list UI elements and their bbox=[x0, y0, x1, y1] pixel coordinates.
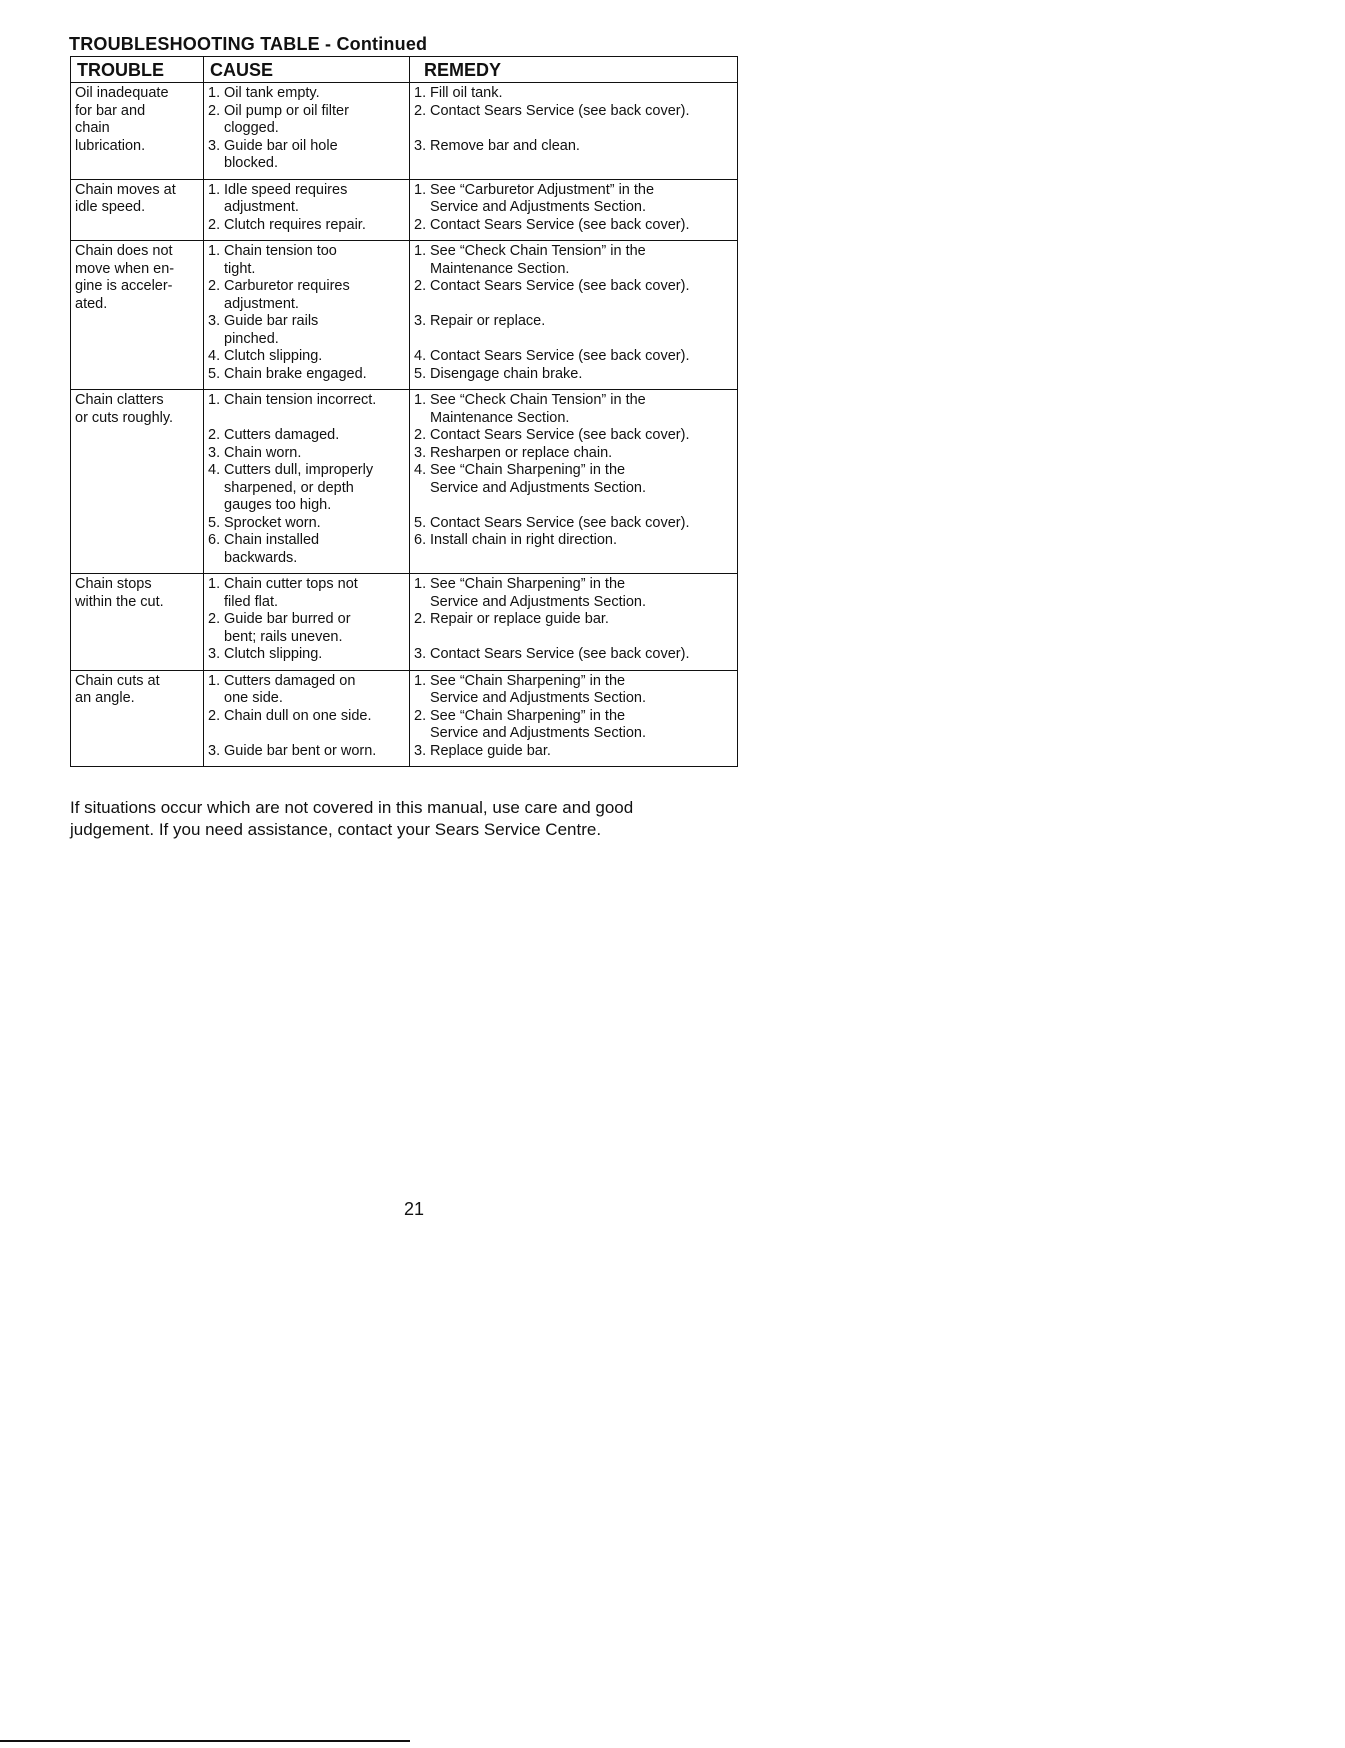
page-number: 21 bbox=[404, 1199, 425, 1219]
item-text: Repair or replace. bbox=[430, 313, 546, 329]
list-item bbox=[414, 708, 733, 743]
list-item bbox=[414, 348, 733, 366]
item-number: 1. bbox=[208, 392, 221, 408]
item-text: Idle speed requires adjustment. bbox=[224, 181, 348, 215]
item-text: Cutters damaged. bbox=[224, 427, 340, 443]
item-number: 1. bbox=[414, 672, 427, 689]
list-item bbox=[208, 392, 405, 410]
item-text: See “Chain Sharpening” in the Service and Adjustments Section. bbox=[430, 576, 647, 610]
spacer bbox=[208, 725, 405, 743]
item-number: 2. bbox=[208, 707, 221, 724]
list-item bbox=[414, 392, 733, 427]
troubleshooting-table bbox=[70, 56, 738, 767]
list-item bbox=[414, 138, 733, 156]
cause-cell bbox=[204, 670, 410, 767]
spacer bbox=[414, 497, 733, 515]
item-text: Replace guide bar. bbox=[430, 742, 551, 759]
item-number: 2. bbox=[208, 216, 221, 233]
list-item bbox=[414, 243, 733, 278]
list-item bbox=[208, 103, 405, 138]
item-text: Sprocket worn. bbox=[224, 514, 321, 531]
item-number: 1. bbox=[208, 181, 221, 198]
spacer bbox=[414, 629, 733, 647]
item-number: 3. bbox=[414, 444, 427, 461]
item-text: Guide bar oil hole blocked. bbox=[224, 137, 338, 171]
item-text: Chain brake engaged. bbox=[224, 365, 367, 382]
list-item bbox=[208, 611, 405, 646]
cause-cell bbox=[204, 574, 410, 671]
item-text: Contact Sears Service (see back cover). bbox=[430, 102, 690, 119]
list-item bbox=[414, 743, 733, 761]
item-number: 1. bbox=[414, 181, 427, 198]
list-item bbox=[414, 217, 733, 235]
item-text: Fill oil tank. bbox=[430, 85, 503, 101]
spacer bbox=[414, 296, 733, 314]
list-item bbox=[414, 646, 733, 664]
cause-cell bbox=[204, 179, 410, 241]
item-text: See “Chain Sharpening” in the Service and Adjustments Section. bbox=[430, 707, 647, 741]
item-text: Contact Sears Service (see back cover). bbox=[430, 278, 690, 294]
item-number: 4. bbox=[414, 462, 427, 478]
list-item bbox=[414, 611, 733, 629]
trouble-cell: Chain stops within the cut. bbox=[71, 574, 204, 671]
list-item bbox=[208, 243, 405, 278]
item-number: 4. bbox=[208, 462, 221, 478]
list-item bbox=[208, 515, 405, 533]
table-header-row bbox=[71, 57, 738, 83]
item-text: See “Check Chain Tension” in the Maintenance Section. bbox=[430, 243, 646, 277]
item-text: Oil pump or oil filter clogged. bbox=[224, 102, 349, 136]
item-number: 4. bbox=[208, 348, 221, 364]
item-number: 1. bbox=[414, 243, 427, 259]
item-text: Cutters dull, improperly sharpened, or depth gauges too high. bbox=[224, 462, 374, 513]
item-number: 5. bbox=[208, 514, 221, 531]
item-number: 2. bbox=[414, 102, 427, 119]
remedy-cell bbox=[410, 179, 738, 241]
item-number: 2. bbox=[414, 216, 427, 233]
item-number: 1. bbox=[208, 576, 221, 592]
list-item bbox=[208, 708, 405, 726]
item-text: Cutters damaged on one side. bbox=[224, 672, 356, 706]
list-item bbox=[414, 278, 733, 296]
trouble-cell: Chain moves at idle speed. bbox=[71, 179, 204, 241]
item-number: 2. bbox=[414, 427, 427, 443]
list-item bbox=[208, 85, 405, 103]
spacer bbox=[414, 331, 733, 349]
cause-cell bbox=[204, 83, 410, 180]
list-item bbox=[414, 462, 733, 497]
list-item bbox=[414, 445, 733, 463]
item-text: Guide bar burred or bent; rails uneven. bbox=[224, 611, 351, 645]
list-item bbox=[208, 743, 405, 761]
item-number: 1. bbox=[414, 392, 427, 408]
list-item bbox=[414, 427, 733, 445]
list-item bbox=[208, 313, 405, 348]
item-number: 2. bbox=[208, 427, 221, 443]
item-number: 2. bbox=[414, 278, 427, 294]
item-number: 3. bbox=[414, 646, 427, 662]
list-item bbox=[208, 532, 405, 567]
table-row bbox=[71, 390, 738, 574]
item-number: 6. bbox=[414, 532, 427, 548]
item-text: Chain cutter tops not filed flat. bbox=[224, 576, 358, 610]
item-text: Chain worn. bbox=[224, 444, 302, 461]
list-item bbox=[208, 462, 405, 515]
trouble-cell: Chain clatters or cuts roughly. bbox=[71, 390, 204, 574]
item-number: 3. bbox=[208, 742, 221, 759]
item-number: 3. bbox=[414, 742, 427, 759]
trouble-cell: Chain does not move when en- gine is acceler- ated. bbox=[71, 241, 204, 390]
item-text: Repair or replace guide bar. bbox=[430, 611, 609, 627]
page-title: TROUBLESHOOTING TABLE - Continued bbox=[69, 34, 428, 54]
item-text: Contact Sears Service (see back cover). bbox=[430, 348, 690, 364]
item-number: 2. bbox=[414, 707, 427, 724]
remedy-cell bbox=[410, 241, 738, 390]
item-text: Resharpen or replace chain. bbox=[430, 444, 613, 461]
item-number: 5. bbox=[208, 365, 221, 382]
table-row bbox=[71, 241, 738, 390]
item-text: Disengage chain brake. bbox=[430, 365, 583, 382]
table-row bbox=[71, 83, 738, 180]
item-text: Guide bar bent or worn. bbox=[224, 742, 377, 759]
remedy-cell bbox=[410, 83, 738, 180]
header-cause: CAUSE bbox=[204, 57, 410, 83]
item-number: 4. bbox=[414, 348, 427, 364]
item-number: 6. bbox=[208, 532, 221, 548]
cause-cell bbox=[204, 390, 410, 574]
table-body bbox=[71, 83, 738, 767]
item-text: Oil tank empty. bbox=[224, 85, 320, 101]
item-text: Clutch slipping. bbox=[224, 646, 323, 662]
list-item bbox=[414, 576, 733, 611]
list-item bbox=[414, 182, 733, 217]
item-text: Install chain in right direction. bbox=[430, 532, 617, 548]
header-remedy: REMEDY bbox=[410, 57, 738, 83]
list-item bbox=[208, 138, 405, 173]
list-item bbox=[208, 182, 405, 217]
item-text: Contact Sears Service (see back cover). bbox=[430, 427, 690, 443]
list-item bbox=[414, 85, 733, 103]
list-item bbox=[208, 278, 405, 313]
list-item bbox=[208, 427, 405, 445]
table-row bbox=[71, 670, 738, 767]
item-text: See “Chain Sharpening” in the Service and Adjustments Section. bbox=[430, 672, 647, 706]
list-item bbox=[414, 366, 733, 384]
item-text: Guide bar rails pinched. bbox=[224, 313, 319, 347]
item-text: Chain tension incorrect. bbox=[224, 392, 377, 408]
item-text: See “Chain Sharpening” in the Service and Adjustments Section. bbox=[430, 462, 647, 496]
item-text: Carburetor requires adjustment. bbox=[224, 278, 350, 312]
item-text: Contact Sears Service (see back cover). bbox=[430, 216, 690, 233]
spacer bbox=[414, 120, 733, 138]
item-text: See “Carburetor Adjustment” in the Service and Adjustments Section. bbox=[430, 181, 655, 215]
item-number: 5. bbox=[414, 365, 427, 382]
bottom-rule bbox=[0, 1740, 410, 1742]
list-item bbox=[208, 348, 405, 366]
item-number: 2. bbox=[208, 611, 221, 627]
item-text: Contact Sears Service (see back cover). bbox=[430, 646, 690, 662]
item-number: 1. bbox=[208, 672, 221, 689]
list-item bbox=[414, 673, 733, 708]
list-item bbox=[208, 646, 405, 664]
item-number: 1. bbox=[414, 85, 427, 101]
item-number: 1. bbox=[208, 85, 221, 101]
item-text: Contact Sears Service (see back cover). bbox=[430, 514, 690, 531]
item-number: 1. bbox=[208, 243, 221, 259]
header-trouble: TROUBLE bbox=[71, 57, 204, 83]
item-text: Chain dull on one side. bbox=[224, 707, 372, 724]
item-text: Chain tension too tight. bbox=[224, 243, 337, 277]
item-text: Remove bar and clean. bbox=[430, 137, 580, 154]
remedy-cell bbox=[410, 390, 738, 574]
list-item bbox=[208, 366, 405, 384]
item-number: 3. bbox=[414, 313, 427, 329]
remedy-cell bbox=[410, 670, 738, 767]
item-number: 3. bbox=[208, 313, 221, 329]
list-item bbox=[208, 217, 405, 235]
item-number: 3. bbox=[414, 137, 427, 154]
list-item bbox=[414, 515, 733, 533]
table-row bbox=[71, 179, 738, 241]
item-number: 5. bbox=[414, 514, 427, 531]
item-number: 2. bbox=[208, 102, 221, 119]
item-number: 2. bbox=[414, 611, 427, 627]
footer-note: If situations occur which are not covered in this manual, use care and good judgement. If you need assistance, contact your Sears Service Centre. bbox=[70, 798, 634, 839]
list-item bbox=[208, 673, 405, 708]
item-text: See “Check Chain Tension” in the Maintenance Section. bbox=[430, 392, 646, 426]
list-item bbox=[208, 445, 405, 463]
trouble-cell: Oil inadequate for bar and chain lubrication. bbox=[71, 83, 204, 180]
table-row bbox=[71, 574, 738, 671]
item-number: 3. bbox=[208, 646, 221, 662]
list-item bbox=[414, 532, 733, 550]
item-number: 2. bbox=[208, 278, 221, 294]
cause-cell bbox=[204, 241, 410, 390]
list-item bbox=[208, 576, 405, 611]
list-item bbox=[414, 103, 733, 121]
trouble-cell: Chain cuts at an angle. bbox=[71, 670, 204, 767]
item-text: Chain installed backwards. bbox=[224, 532, 320, 566]
list-item bbox=[414, 313, 733, 331]
item-text: Clutch slipping. bbox=[224, 348, 323, 364]
item-number: 3. bbox=[208, 137, 221, 154]
item-number: 1. bbox=[414, 576, 427, 592]
remedy-cell bbox=[410, 574, 738, 671]
item-number: 3. bbox=[208, 444, 221, 461]
item-text: Clutch requires repair. bbox=[224, 216, 366, 233]
spacer bbox=[208, 410, 405, 428]
